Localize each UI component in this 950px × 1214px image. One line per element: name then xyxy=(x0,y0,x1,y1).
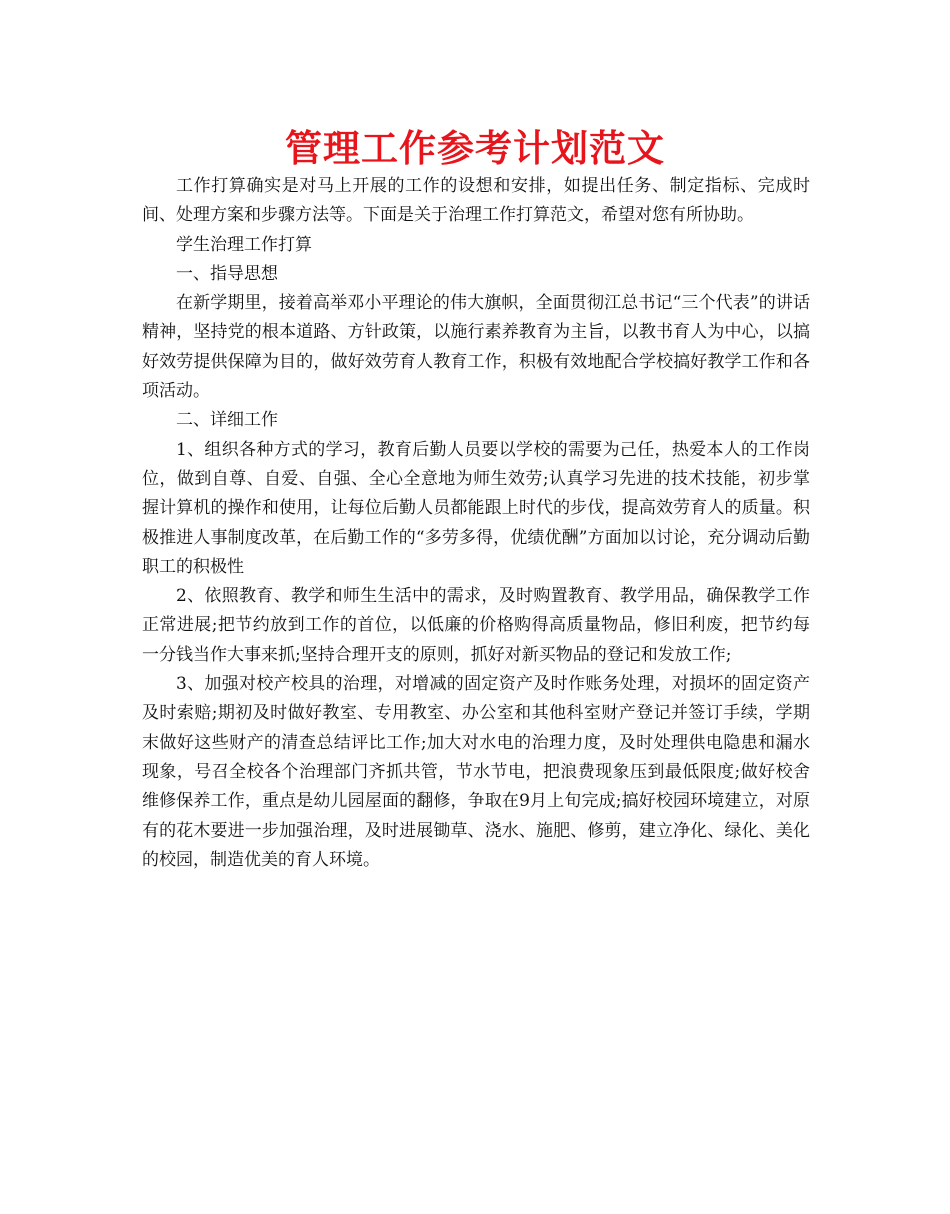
section-heading-guiding-thought: 一、指导思想 xyxy=(176,263,278,284)
section-heading-detailed-work: 二、详细工作 xyxy=(176,410,278,431)
work-item-3-paragraph: 3、加强对校产校具的治理，对增减的固定资产及时作账务处理，对损坏的固定资产及时索赔;期初及时做好教室、专用教室、办公室和其他科室财产登记并签订手续，学期末做好这些财产的清查总结评比工作;加大对水电的治理力度，及时处理供电隐患和漏水现象，号召全校各个治理部门齐抓共管，节水节电，把浪费现象压到最低限度;做好校舍维修保养工作，重点是幼儿园屋面的翻修，争取在9月上旬完成;搞好校园环境建立，对原有的花木要进一步加强治理，及时进展锄草、浇水、施肥、修剪，建立净化、绿化、美化的校园，制造优美的育人环境。 xyxy=(142,674,810,870)
section-heading-student-management: 学生治理工作打算 xyxy=(176,234,312,255)
guiding-thought-paragraph: 在新学期里，接着高举邓小平理论的伟大旗帜，全面贯彻江总书记“三个代表”的讲话精神，坚持党的根本道路、方针政策，以施行素养教育为主旨，以教书育人为中心，以搞好效劳提供保障为目的，做好效劳育人教育工作，积极有效地配合学校搞好教学工作和各项活动。 xyxy=(142,293,810,402)
document-body xyxy=(142,172,810,875)
work-item-1-paragraph: 1、组织各种方式的学习，教育后勤人员要以学校的需要为己任，热爱本人的工作岗位，做到自尊、自爱、自强、全心全意地为师生效劳;认真学习先进的技术技能，初步掌握计算机的操作和使用，让每位后勤人员都能跟上时代的步伐，提高效劳育人的质量。积极推进人事制度改革，在后勤工作的“多劳多得，优绩优酬”方面加以讨论，充分调动后勤职工的积极性 xyxy=(142,439,810,577)
document-title: 管理工作参考计划范文 xyxy=(285,127,665,170)
intro-paragraph: 工作打算确实是对马上开展的工作的设想和安排，如提出任务、制定指标、完成时间、处理方案和步骤方法等。下面是关于治理工作打算范文，希望对您有所协助。 xyxy=(142,176,810,226)
work-item-2-paragraph: 2、依照教育、教学和师生生活中的需求，及时购置教育、教学用品，确保教学工作正常进展;把节约放到工作的首位，以低廉的价格购得高质量物品，修旧利废，把节约每一分钱当作大事来抓;坚持合理开支的原则，抓好对新买物品的登记和发放工作; xyxy=(142,586,810,665)
